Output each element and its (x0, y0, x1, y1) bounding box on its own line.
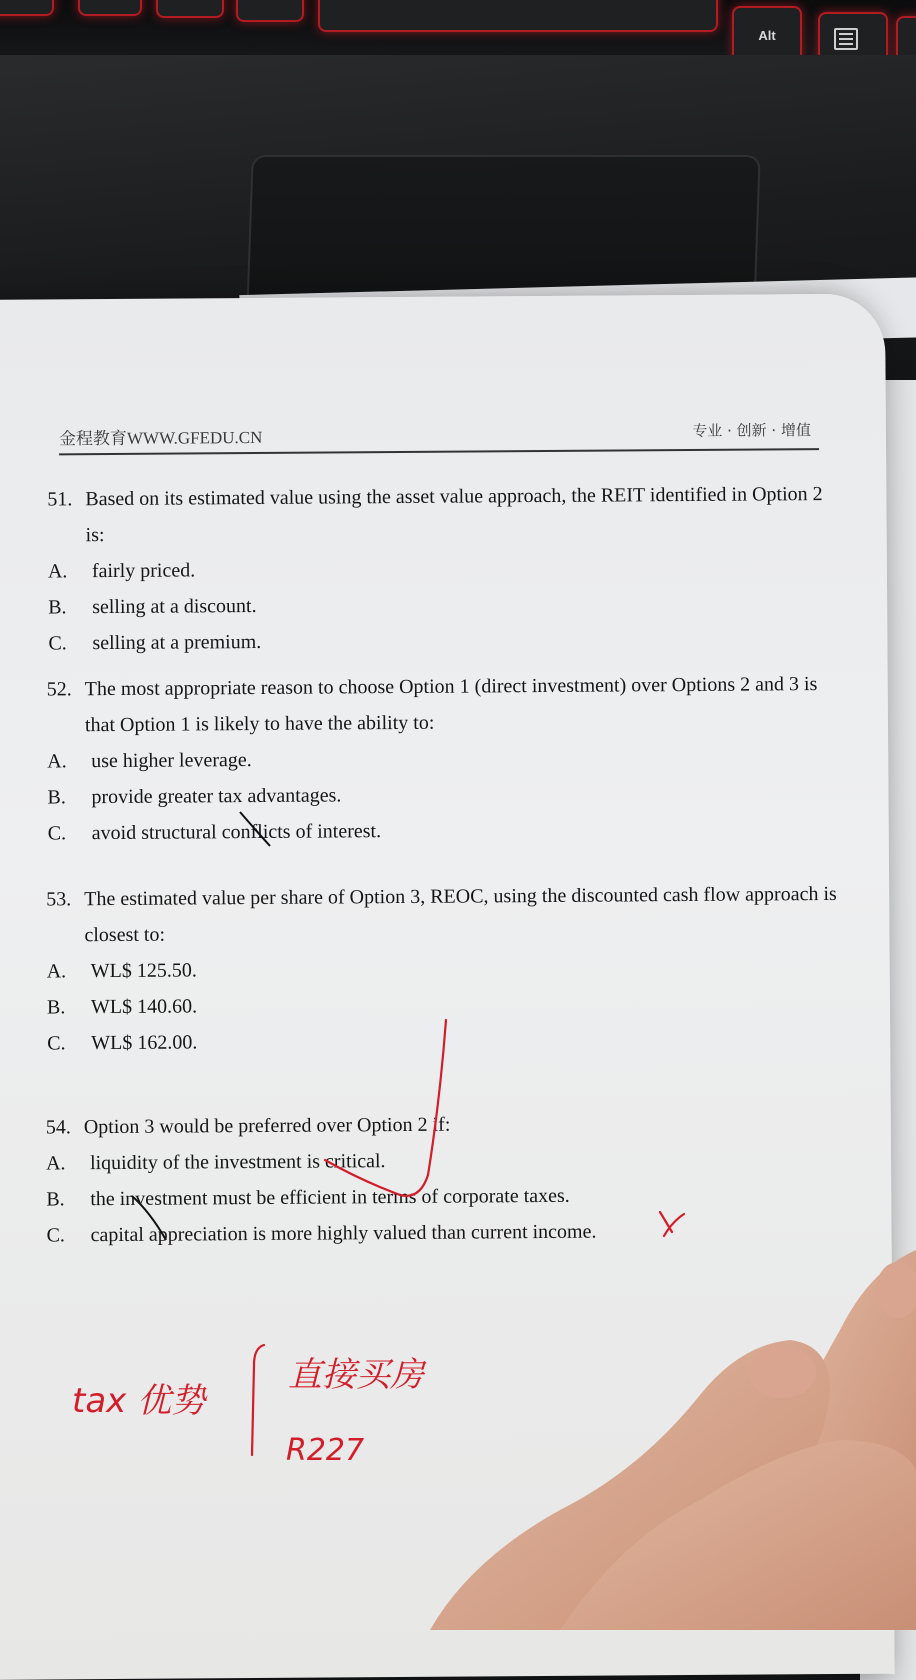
note-page-ref: R227 (286, 1433, 365, 1468)
question-stem: Based on its estimated value using the asset value approach, the REIT identified in Option 2 (85, 483, 823, 511)
keyboard-key (156, 0, 224, 18)
alt-key-label: Alt (758, 28, 776, 43)
note-tax-advantage: tax 优势 (72, 1381, 206, 1421)
exam-page (0, 294, 895, 1680)
question-52 (47, 666, 819, 851)
option-b: B. selling at a discount. (48, 595, 257, 619)
question-54 (46, 1106, 597, 1254)
question-stem-cont: is: (85, 524, 105, 547)
question-stem: The estimated value per share of Option 3, REOC, using the discounted cash flow approach is (84, 882, 837, 911)
question-stem: Option 3 would be preferred over Option 2 if: (83, 1113, 451, 1139)
spacebar-key (318, 0, 718, 32)
question-stem-cont: that Option 1 is likely to have the ability to: (84, 711, 435, 737)
question-53 (46, 876, 838, 1062)
option-c: C. avoid structural conflicts of interest. (47, 820, 382, 845)
question-number: 53. (46, 888, 72, 911)
option-a: A. use higher leverage. (47, 749, 252, 773)
question-number: 52. (46, 678, 72, 701)
keyboard-key (236, 0, 304, 22)
question-number: 54. (45, 1116, 71, 1139)
question-51 (47, 476, 823, 661)
alt-key (732, 6, 802, 62)
page-header (59, 416, 819, 455)
keyboard-key (0, 0, 54, 16)
option-b: B. WL$ 140.60. (46, 995, 198, 1019)
option-c: C. WL$ 162.00. (47, 1031, 198, 1055)
option-a: A. liquidity of the investment is critical. (45, 1150, 386, 1175)
publisher-url: 金程教育WWW.GFEDU.CN (58, 427, 263, 449)
option-c: C. selling at a premium. (48, 630, 262, 655)
note-direct-purchase: 直接买房 (288, 1355, 424, 1395)
menu-icon (834, 28, 858, 50)
option-a: A. WL$ 125.50. (46, 959, 197, 983)
question-number: 51. (47, 488, 73, 511)
question-stem-cont: closest to: (84, 923, 166, 947)
keyboard-key (78, 0, 142, 16)
option-c: C. capital appreciation is more highly valued than current income. (46, 1220, 597, 1247)
option-b: B. provide greater tax advantages. (47, 784, 342, 809)
option-a: A. fairly priced. (47, 559, 196, 583)
option-b: B. the investment must be efficient in terms of corporate taxes. (46, 1184, 570, 1211)
publisher-slogan: 专业 · 创新 · 增值 (692, 421, 811, 440)
question-stem: The most appropriate reason to choose Option 1 (direct investment) over Options 2 and 3 is (84, 673, 818, 701)
